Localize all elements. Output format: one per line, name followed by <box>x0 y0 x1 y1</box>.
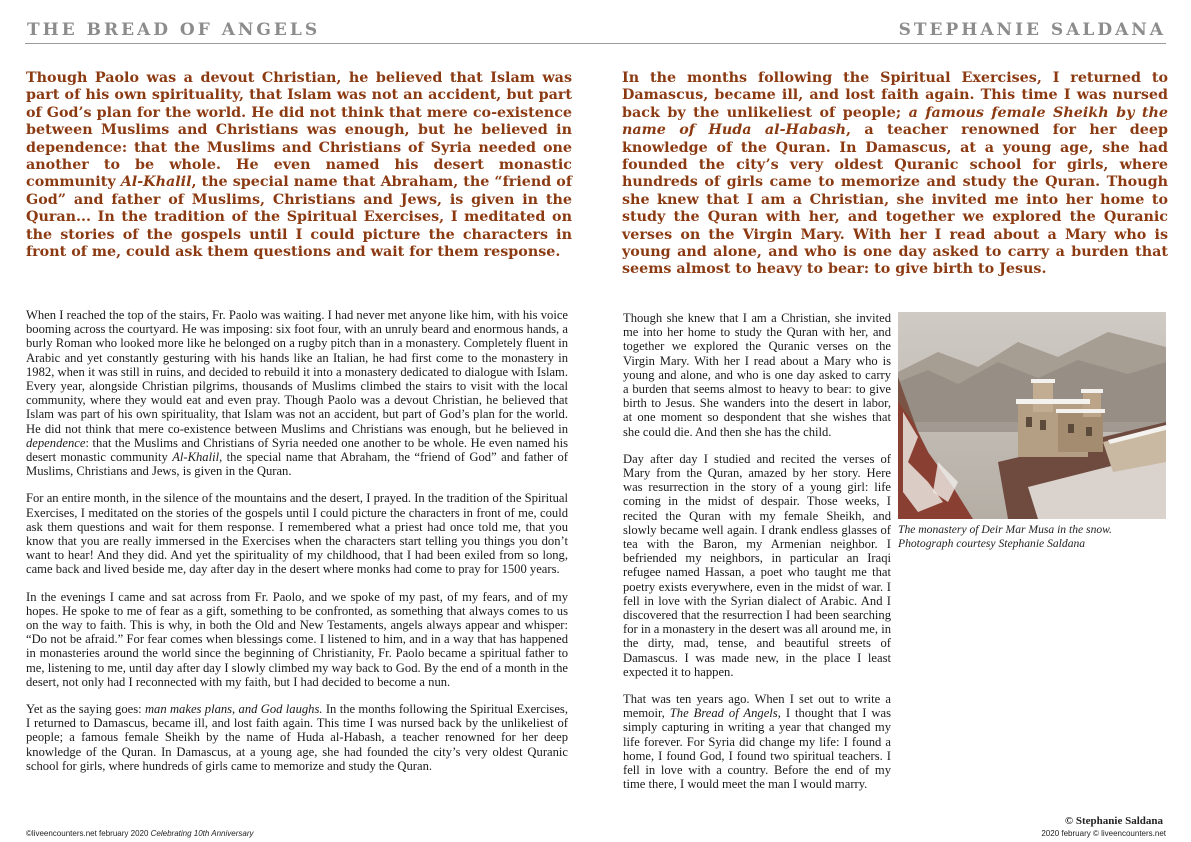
pull-quote-text: , a teacher renowned for her deep knowledge of the Quran. In Damascus, at a young age, she had founded the city’s very oldest Quranic school for girls, where hundreds of girls came to memorize and study the Quran. Though she knew that I am a Christian, she invited me into her home to study the Quran with her, and together we explored the Quranic verses on the Virgin Mary. With her I read about a Mary who is young and alone, and who is one day asked to carry a burden that seems almost to heavy to bear: to give birth to Jesus. <box>622 122 1168 278</box>
article-body-left-column <box>26 308 568 786</box>
body-text: : that the Muslims and Christians of Syria needed one another to be whole. He even named his desert monastic community <box>26 435 568 465</box>
pull-quote-italic: Al-Khalil <box>120 174 192 191</box>
pull-quote-text: Though Paolo was a devout Christian, he believed that Islam was part of his own spirituality, that Islam was not an accident, but part of God’s plan for the world. He did not think that mere co-existence between Muslims and Christians was enough, but he believed in dependence: that the Muslims and Christians of Syria needed one another to be whole. He even named his desert monastic community <box>26 70 572 191</box>
footer-site: ©liveencounters.net february 2020 <box>26 829 151 838</box>
body-italic: Al-Khalil <box>172 450 220 465</box>
copyright-notice: © Stephanie Saldana <box>1064 815 1163 827</box>
body-paragraph: In the evenings I came and sat across from Fr. Paolo, and we spoke of my past, of my fears, and of my hopes. He spoke to me of fear as a gift, something to be confronted, as something that always comes to us on the way to faith. This is why, in both the Old and New Testaments, angels always appear and whisper: “Do not be afraid.” For fear comes when blessings come. I listened to him, and in a way that has happened in monasteries around the world since the beginning of Christianity, Fr. Paolo became a spiritual father to me, listening to me, until day after day I slowly climbed my way back to God. By the end of a month in the desert, not only had I reconnected with my faith, but I had decided to become a nun. <box>26 589 568 689</box>
body-paragraph: For an entire month, in the silence of the mountains and the desert, I prayed. In the tradition of the Spiritual Exercises, I meditated on the stories of the gospels until I could picture the characters in front of me, could ask them questions and wait for them response. I remembered what a priest had once told me, that you know that you are really immersed in the Exercises when the characters start telling you things you don’t want to hear! And they did. And yet the spirituality of my childhood, that I had been exiled from so long, came back and lived beside me, day after day in the desert where monks had come to pray for 1500 years. <box>26 491 568 577</box>
pull-quote-text: , the special name that Abraham, the “friend of God” and father of Muslims, Christians and Jews, is given in the Quran... In the tradition of the Spiritual Exercises, I meditated on the stories of the gospels until I could picture the characters in front of me, could ask them questions and wait for them response. <box>26 174 572 261</box>
monastery-photo <box>898 312 1166 519</box>
footer-left <box>26 829 254 838</box>
body-italic: dependence <box>26 435 86 450</box>
footer-anniversary: Celebrating 10th Anniversary <box>150 829 254 838</box>
body-paragraph <box>623 692 891 791</box>
pull-quote-left <box>26 70 572 261</box>
header-divider <box>25 43 1166 44</box>
pull-quote-text: In the months following the Spiritual Exercises, I returned to Damascus, became ill, and lost faith again. This time I was nursed back by the unlikeliest of people; <box>622 70 1168 121</box>
body-text: In the months following the Spiritual Exercises, I returned to Damascus, became ill, and lost faith again. This time I was nursed back by the unlikeliest of people; a famous female Sheikh by the name of Huda al-Habash, a teacher renowned for her deep knowledge of the Quran. In Damascus, at a young age, she had founded the city’s very oldest Quranic school for girls, where hundreds of girls came to memorize and study the Quran. <box>26 702 568 773</box>
book-title-italic: The Bread of Angels <box>669 706 778 721</box>
body-paragraph: Though she knew that I am a Christian, she invited me into her home to study the Quran with her, and together we explored the Quranic verses on the Virgin Mary. With her I read about a Mary who is young and alone, and who is one day asked to carry a burden that seems almost to heavy to bear: to give birth to Jesus. She wanders into the desert in labor, at one moment so despondent that she wishes that she could die. And then she has the child. <box>623 311 891 439</box>
body-paragraph: Day after day I studied and recited the verses of Mary from the Quran, amazed by her story. Here was resurrection in the story of a young girl: life coming in the midst of despair. Those weeks, I recited the Quran with my female Sheikh, and slowly became well again. I drank endless glasses of tea with the Baron, my Armenian neighbor. I befriended my neighbors, in particular an Iraqi refugee named Hassan, a poet who taught me that poetry exists everywhere, even in the midst of war. I fell in love with the Syrian dialect of Arabic. And I discovered that the resurrection I had been searching for in a monastery in the desert was all around me, in the dirty, mad, tense, and beautiful streets of Damascus. I was made new, in the place I least expected it to happen. <box>623 451 891 679</box>
magazine-section-title: THE BREAD OF ANGELS <box>27 20 321 40</box>
photo-caption: The monastery of Deir Mar Musa in the snow. Photograph courtesy Stephanie Saldana <box>898 523 1112 550</box>
author-name-header: STEPHANIE SALDANA <box>898 20 1166 40</box>
body-text: When I reached the top of the stairs, Fr. Paolo was waiting. I had never met anyone like him, with his voice booming across the courtyard. He was imposing: six foot four, with an unruly beard and enormous hands, a burly Roman who looked more like he belonged on a rugby pitch than in a monastery. Completely fluent in Arabic and yet constantly gesturing with his hands like an Italian, he had first come to the monastery in 1982, when it was still in ruins, and decided to rebuild it into a monastery dedicated to dialogue with Islam. Every year, alongside Christian pilgrims, thousands of Muslims climbed the stairs to visit with the local community, where they would eat and even pray. Though Paolo was a devout Christian, he believed that Islam was part of his own spirituality, that Islam was not an accident, but part of God’s plan for the world. He did not think that mere co-existence between Muslims and Christians was enough, but he believed in <box>26 308 568 436</box>
body-text: Yet as the saying goes: <box>26 702 145 717</box>
body-italic: man makes plans, and God laughs. <box>144 702 323 717</box>
body-text: , the special name that Abraham, the “friend of God” and father of Muslims, Christians and Jews, is given in the Quran. <box>26 450 568 479</box>
body-text: That was ten years ago. When I set out to write a memoir, <box>623 692 891 721</box>
body-paragraph <box>26 308 568 478</box>
body-text: , I thought that I was simply capturing in writing a year that changed my life forever. For Syria did change my life: I found a home, I found God, I found two spiritual teachers. I fell in love with a country. Before the end of my time there, I would meet the man I would marry. <box>623 706 892 792</box>
pull-quote-italic: a famous female Sheikh by the name of Huda al-Habash <box>622 104 1168 139</box>
monastery-snow-illustration <box>898 312 1166 519</box>
body-paragraph <box>26 702 568 773</box>
footer-right: 2020 february © liveencounters.net <box>1041 829 1166 838</box>
article-body-right-column <box>623 311 891 805</box>
pull-quote-right <box>622 70 1168 279</box>
